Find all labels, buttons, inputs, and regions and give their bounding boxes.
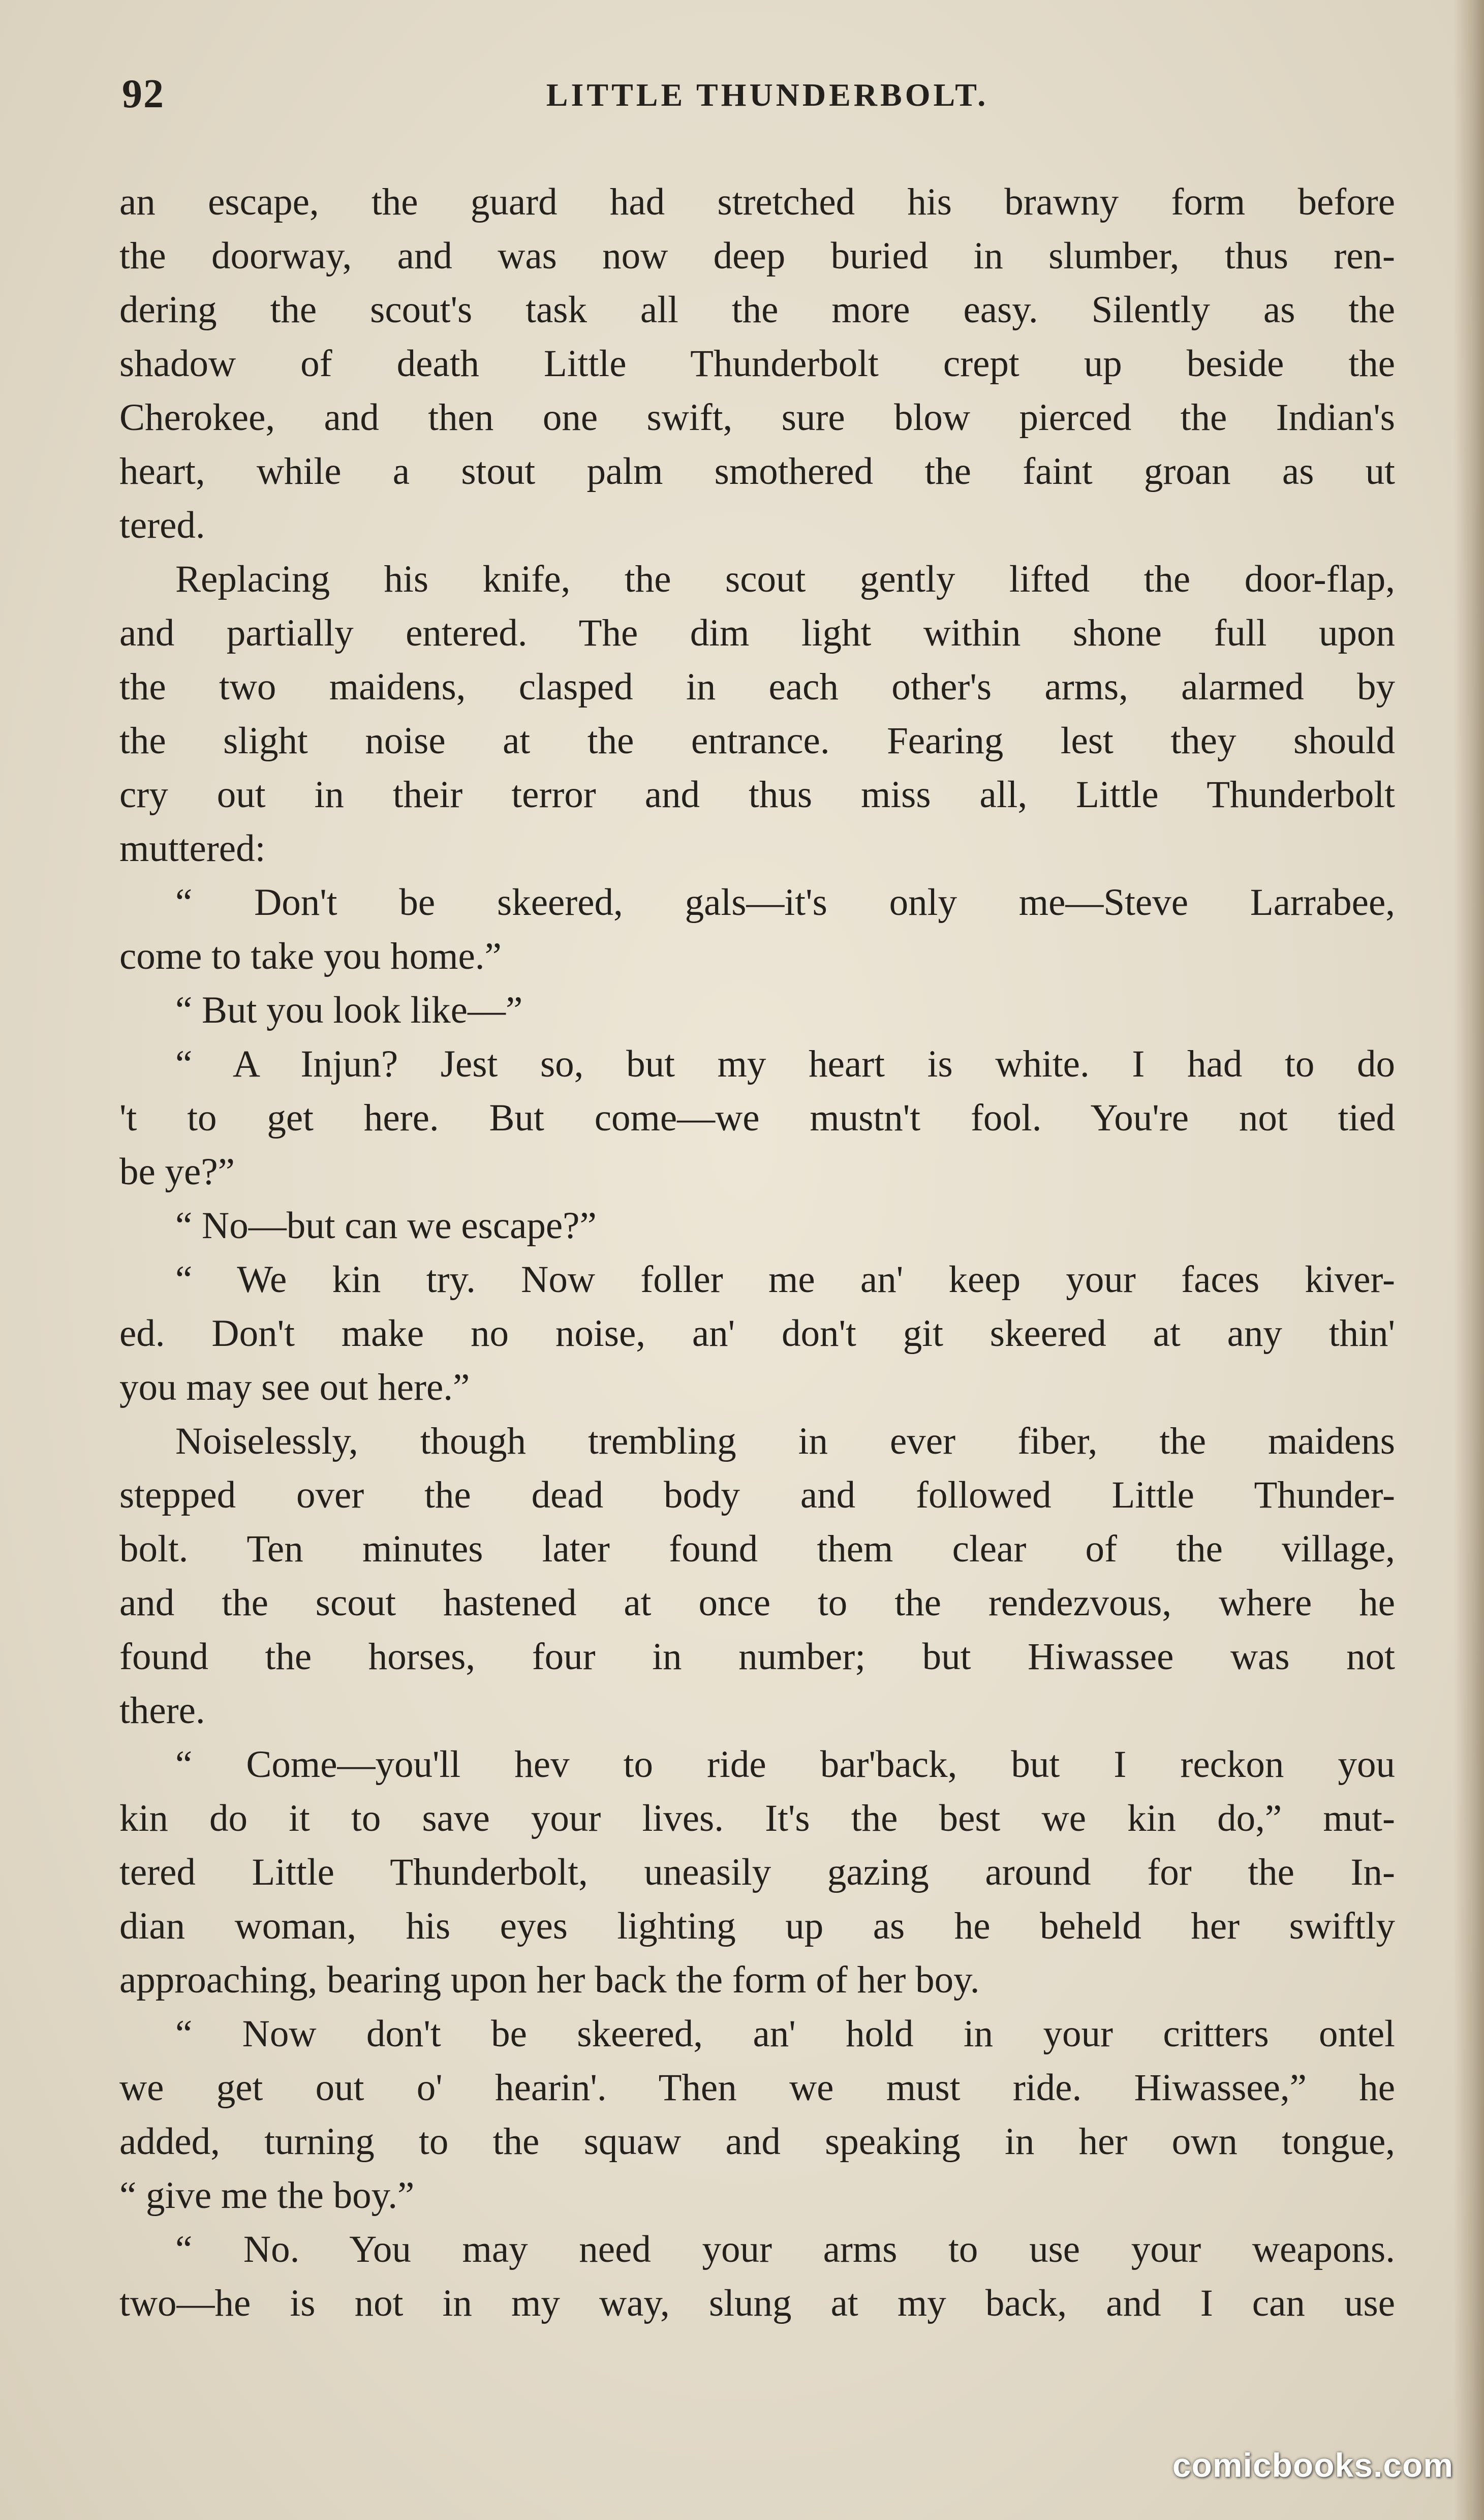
text-line: Cherokee, and then one swift, sure blow pierced the Indian's [119,396,1395,439]
text-line: two—he is not in my way, slung at my back, and I can use [119,2282,1395,2324]
text-line: “ We kin try. Now foller me an' keep your faces kiver- [175,1258,1395,1301]
text-line: dian woman, his eyes lighting up as he beheld her swiftly [119,1905,1395,1947]
text-line: cry out in their terror and thus miss all, Little Thunderbolt [119,774,1395,816]
page-edge-shadow [1454,0,1484,2520]
text-line: and the scout hastened at once to the rendezvous, where he [119,1582,1395,1624]
text-line: “ No. You may need your arms to use your weapons. [175,2228,1395,2270]
text-line: you may see out here.” [119,1366,470,1408]
text-line: “ But you look like—” [175,989,523,1031]
text-line: 't to get here. But come—we mustn't fool. You're not tied [119,1097,1395,1139]
text-line: Replacing his knife, the scout gently lifted the door-flap, [175,558,1395,600]
text-line: there. [119,1689,205,1732]
text-line: tered. [119,504,205,546]
text-line: we get out o' hearin'. Then we must ride. Hiwassee,” he [119,2067,1395,2109]
text-line: the slight noise at the entrance. Fearing lest they should [119,720,1395,762]
text-line: be ye?” [119,1151,235,1193]
text-line: “ Now don't be skeered, an' hold in your critters ontel [175,2013,1395,2055]
text-line: “ A Injun? Jest so, but my heart is white. I had to do [175,1043,1395,1085]
text-line: “ No—but can we escape?” [175,1205,597,1247]
text-line: Noiselessly, though trembling in ever fiber, the maidens [175,1420,1395,1462]
body-text [119,175,1395,2330]
text-line: “ give me the boy.” [119,2174,415,2217]
text-line: shadow of death Little Thunderbolt crept up beside the [119,343,1395,385]
text-line: tered Little Thunderbolt, uneasily gazing around for the In- [119,1851,1395,1893]
running-head: LITTLE THUNDERBOLT. [546,77,989,113]
text-line: muttered: [119,827,266,870]
text-line: “ Don't be skeered, gals—it's only me—Steve Larrabee, [175,881,1395,924]
text-line: an escape, the guard had stretched his brawny form before [119,181,1395,223]
text-line: the two maidens, clasped in each other's arms, alarmed by [119,666,1395,708]
watermark: comicbooks.com [1172,2446,1454,2484]
text-line: added, turning to the squaw and speaking in her own tongue, [119,2121,1395,2163]
text-line: and partially entered. The dim light within shone full upon [119,612,1395,654]
text-line: dering the scout's task all the more easy. Silently as the [119,289,1395,331]
text-line: “ Come—you'll hev to ride bar'back, but I reckon you [175,1743,1395,1786]
page-number: 92 [122,72,165,116]
text-line: ed. Don't make no noise, an' don't git skeered at any thin' [119,1312,1395,1355]
text-line: come to take you home.” [119,935,502,977]
text-line: approaching, bearing upon her back the form of her boy. [119,1959,980,2001]
text-line: the doorway, and was now deep buried in slumber, thus ren- [119,235,1395,277]
text-line: stepped over the dead body and followed Little Thunder- [119,1474,1395,1516]
text-line: heart, while a stout palm smothered the faint groan as ut [119,450,1395,493]
text-line: found the horses, four in number; but Hiwassee was not [119,1636,1395,1678]
text-line: kin do it to save your lives. It's the best we kin do,” mut- [119,1797,1395,1839]
text-line: bolt. Ten minutes later found them clear of the village, [119,1528,1395,1570]
